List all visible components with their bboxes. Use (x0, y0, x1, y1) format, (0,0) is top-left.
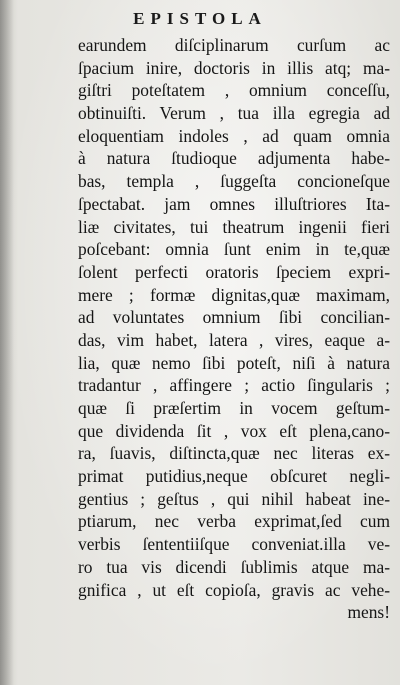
gutter-shadow (0, 0, 14, 685)
body-text (78, 34, 390, 624)
text-line: das, vim habet, latera , vires, eaque a- (78, 329, 390, 350)
text-line: verbis ſententiiſque conveniat.illa ve- (78, 534, 390, 555)
text-line: quæ ſi præſertim in vocem geſtum- (78, 398, 390, 418)
text-line-last: mens! (347, 602, 390, 623)
text-line: obtinuiſti. Verum , tua illa egregia ad (78, 103, 390, 124)
text-line: giſtri poteſtatem , omnium conceſſu, (78, 80, 390, 101)
text-line: liæ civitates, tui theatrum ingenii fieri (78, 216, 390, 237)
text-line: lia, quæ nemo ſibi poteſt, niſi à natura (78, 352, 390, 373)
text-line: ſpacium inire, doctoris in illis atq; ma- (78, 57, 390, 78)
text-line: earundem diſciplinarum curſum ac (78, 35, 390, 55)
text-line: gnifica , ut eſt copioſa, gravis ac vehe- (78, 579, 390, 600)
text-line: poſcebant: omnia ſunt enim in te,quæ (78, 239, 390, 260)
running-header: EPISTOLA (133, 9, 267, 28)
text-line: ſolent perfecti oratoris ſpeciem expri- (78, 261, 390, 282)
text-line: ra, ſuavis, diſtincta,quæ nec literas ex- (78, 443, 390, 464)
text-line: bas, templa , ſuggeſta concioneſque (78, 171, 390, 192)
text-line: ad voluntates omnium ſibi concilian- (78, 307, 390, 328)
text-line: que dividenda ſit , vox eſt plena,cano- (78, 420, 390, 441)
text-line: eloquentiam indoles , ad quam omnia (78, 125, 390, 146)
text-line: à natura ſtudioque adjumenta habe- (78, 148, 390, 169)
text-line: tradantur , affingere ; actio ſingularis ; (78, 375, 390, 396)
text-line: gentius ; geſtus , qui nihil habeat ine- (78, 488, 390, 509)
text-line: ſpectabat. jam omnes illuſtriores Ita- (78, 193, 390, 214)
text-line: ro tua vis dicendi ſublimis atque ma- (78, 556, 390, 577)
text-line: primat putidius,neque obſcuret negli- (78, 466, 390, 487)
text-line: ptiarum, nec verba exprimat,ſed cum (78, 511, 390, 532)
text-line: mere ; formæ dignitas,quæ maximam, (78, 284, 390, 305)
